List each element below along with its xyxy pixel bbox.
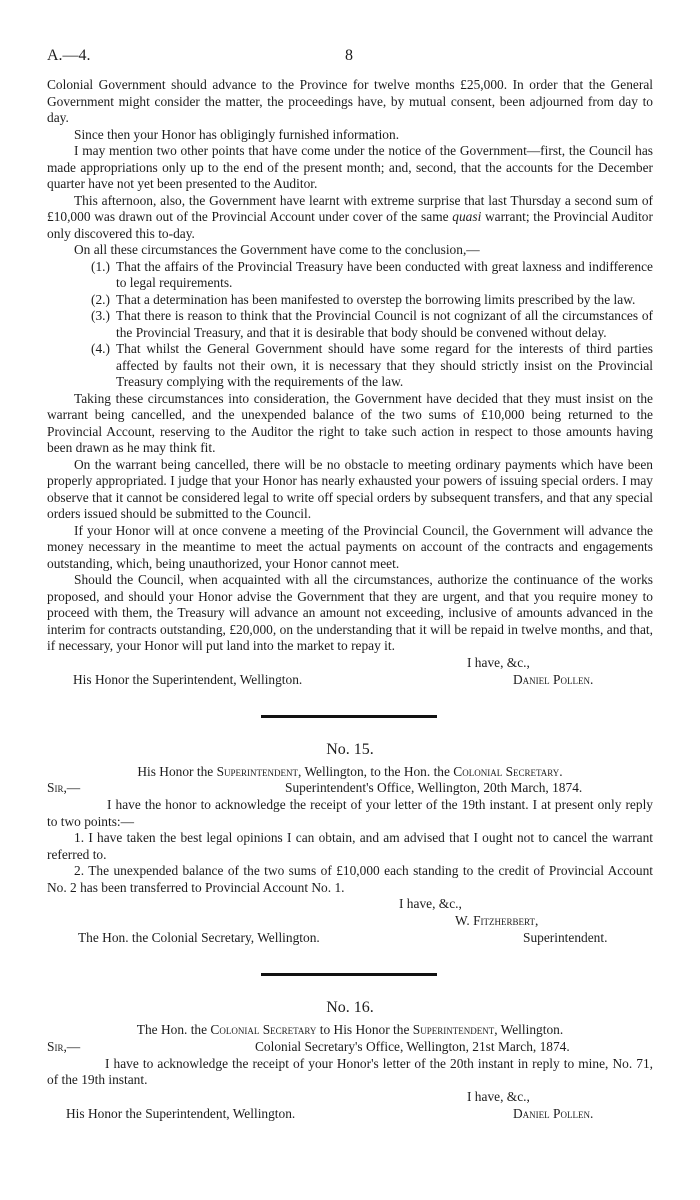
italic-term: quasi: [452, 209, 482, 224]
list-text: That a determination has been manifested to overstep the borrowing limits prescribed by the law.: [116, 291, 636, 307]
addressee: The Hon. the Colonial Secretary, Wellington.: [78, 930, 320, 945]
closing: I have, &c.,: [467, 654, 530, 670]
paragraph: 2. The unexpended balance of the two sums of £10,000 each standing to the credit of Provincial Account No. 2 has been transferred to Provincial Account No. 1.: [47, 863, 653, 895]
closing: I have, &c.,: [399, 896, 462, 911]
list-text: That whilst the General Government should have some regard for the interests of third parties affected by faults not their own, it is necessary that they should strictly insist on the Provincial Treasury complying with the requirements of the law.: [116, 341, 653, 389]
conclusion-list: [47, 259, 653, 391]
heading-text: to His Honor the: [316, 1022, 413, 1037]
salutation-row: [47, 780, 653, 797]
place-date: Colonial Secretary's Office, Wellington, 21st March, 1874.: [255, 1038, 570, 1054]
heading-text: Superintendent: [216, 763, 299, 779]
heading-text: Superintendent: [412, 1022, 495, 1037]
closing-row: [47, 655, 653, 672]
letter-14: [47, 77, 653, 689]
letter-title: No. 16.: [326, 999, 374, 1016]
paragraph: Taking these circumstances into consideration, the Government have decided that they must insist on the warrant being cancelled, and the unexpended balance of the two sums of £10,000 being returned to the Provincial Account, reserving to the Auditor the right to take such action in respect to those amounts having been drawn as he may think fit.: [47, 390, 653, 455]
signature-title: Superintendent.: [523, 930, 608, 945]
addressee: His Honor the Superintendent, Wellington.: [66, 1105, 296, 1121]
letter-16: [47, 998, 653, 1123]
paragraph: If your Honor will at once convene a meeting of the Provincial Council, the Government will advance the money necessary in the meantime to meet the actual payments on account of the contracts and engagements outstanding, which, being unauthorized, your Honor cannot meet.: [47, 522, 653, 571]
letter-heading: [47, 764, 653, 781]
list-number: (2.): [91, 291, 110, 307]
list-number: (4.): [91, 341, 110, 356]
signature-row: [47, 930, 653, 947]
list-item: [47, 308, 653, 341]
paragraph: I may mention two other points that have come under the notice of the Government—first, the Council has made appropriations only up to the end of the present month; and, second, that the accounts for the December quarter have not yet been presented to the Auditor.: [47, 143, 653, 191]
paragraph: On the warrant being cancelled, there will be no obstacle to meeting ordinary payments which have been properly appropriated. I judge that your Honor has nearly exhausted your powers of issuing special orders. I may observe that it cannot be considered legal to write off special orders by subsequent transfers, and that any special orders issued should be submitted to the Council.: [47, 456, 653, 521]
page-number: 8: [345, 47, 353, 64]
heading-text: , Wellington, to the Hon. the: [298, 763, 454, 779]
salutation: Sir,—: [47, 1038, 81, 1054]
list-text: That there is reason to think that the Provincial Council is not cognizant of all the circumstances of the Provincial Treasury, and that it is desirable that body should be convened without delay.: [116, 308, 653, 340]
paragraph: Since then your Honor has obligingly furnished information.: [74, 126, 400, 142]
signature-row: [47, 1106, 653, 1123]
paragraph: 1. I have taken the best legal opinions I can obtain, and am advised that I ought not to cancel the warrant referred to.: [47, 830, 653, 862]
list-number: (1.): [91, 258, 110, 274]
signature: W. Fitzherbert,: [455, 913, 539, 928]
list-item: [47, 259, 653, 292]
list-item: [47, 292, 653, 309]
signature-row: [47, 672, 653, 689]
paragraph: On all these circumstances the Government have come to the conclusion,—: [74, 242, 480, 257]
salutation-row: [47, 1039, 653, 1056]
paragraph-text: This afternoon, also, the Government have learnt with extreme surprise that last Thursday a second sum of £10,000 was drawn out of the Provincial Account under cover of the same: [47, 192, 653, 224]
signature: Daniel Pollen.: [513, 671, 594, 687]
paragraph: Colonial Government should advance to the Province for twelve months £25,000. In order that the General Government might consider the matter, the proceedings have, by mutual consent, been adjourned from day to day.: [47, 77, 653, 125]
closing: I have, &c.,: [467, 1088, 530, 1104]
paragraph: I have the honor to acknowledge the receipt of your letter of the 19th instant. I at present only reply to two points:—: [47, 797, 653, 829]
document-reference: A.—4.: [47, 47, 91, 64]
heading-text: His Honor the: [137, 763, 217, 779]
paragraph: I have to acknowledge the receipt of your Honor's letter of the 20th instant in reply to mine, No. 71, of the 19th instant.: [47, 1055, 653, 1087]
heading-text: Colonial Secretary: [453, 763, 560, 779]
paragraph: [47, 193, 653, 243]
document-page: [47, 47, 653, 1123]
paragraph-text: warrant; the Provincial Auditor only discovered this to-day.: [47, 209, 653, 241]
closing-row: [47, 896, 653, 913]
list-number: (3.): [91, 308, 110, 323]
addressee: His Honor the Superintendent, Wellington.: [73, 671, 303, 687]
heading-text: The Hon. the: [136, 1022, 211, 1037]
heading-text: Colonial Secretary: [210, 1022, 317, 1037]
signature: Daniel Pollen.: [513, 1105, 594, 1121]
list-text: That the affairs of the Provincial Treasury have been conducted with great laxness and indifference to legal requirements.: [116, 258, 653, 290]
salutation: Sir,—: [47, 780, 81, 795]
list-item: [47, 341, 653, 391]
paragraph: Should the Council, when acquainted with all the circumstances, authorize the continuance of the works proposed, and should your Honor advise the Government that they are urgent, and that you require money to proceed with them, the Treasury will advance an amount not exceeding, inclusive of amounts advanced in the interim for contracts outstanding, £20,000, on the understanding that it will be repaid in twelve months, and that, if necessary, your Honor will put land into the market to repay it.: [47, 572, 653, 653]
signature-row: [47, 913, 653, 930]
place-date: Superintendent's Office, Wellington, 20th March, 1874.: [285, 780, 583, 795]
closing-row: [47, 1089, 653, 1106]
letter-heading: [47, 1022, 653, 1039]
letter-title: No. 15.: [326, 740, 374, 758]
heading-text: .: [559, 763, 563, 779]
page-header: [47, 47, 653, 77]
letter-15: [47, 740, 653, 948]
heading-text: , Wellington.: [494, 1022, 564, 1037]
